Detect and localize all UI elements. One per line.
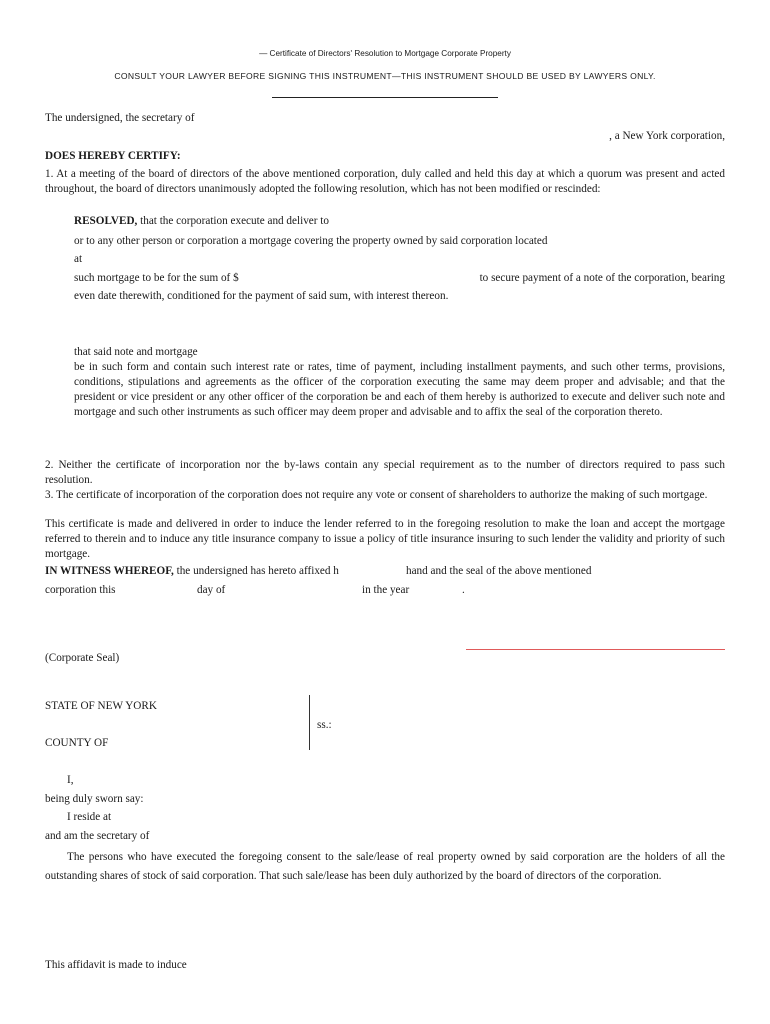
corporation-suffix: , a New York corporation, <box>609 130 725 142</box>
signature-line[interactable] <box>466 649 725 650</box>
state-label: STATE OF NEW YORK <box>45 700 157 712</box>
witness-line <box>45 564 339 579</box>
persons-executed-text: The persons who have executed the foregoing consent to the sale/lease of real property owned by said corporation are the holders of all the outstanding shares of stock of said corporation. That such sale/lease has been duly authorized by the board of directors of the corporation. <box>45 851 725 882</box>
at-label: at <box>74 253 83 265</box>
witness-label: IN WITNESS WHEREOF, <box>45 565 174 577</box>
item-1-text: 1. At a meeting of the board of directors of the above mentioned corporation, duly called and held this day at which a quorum was present and acted throughout, the board of directors unanimously adopted the following resolution, which has not been modified or rescinded: <box>45 168 725 195</box>
affidavit-induce-line: This affidavit is made to induce <box>45 959 187 971</box>
corporate-seal-label: (Corporate Seal) <box>45 652 120 664</box>
sum-prefix: such mortgage to be for the sum of $ <box>74 272 239 284</box>
affiant-i: I, <box>67 774 74 786</box>
ss-label: ss.: <box>317 719 332 731</box>
header-divider <box>272 97 498 98</box>
document-title: — Certificate of Directors' Resolution to Mortgage Corporate Property <box>259 49 511 58</box>
resolved-label: RESOLVED, <box>74 215 138 227</box>
secretary-of-line: and am the secretary of <box>45 830 150 842</box>
undersigned-line: The undersigned, the secretary of <box>45 112 195 124</box>
reside-at-line: I reside at <box>67 811 112 823</box>
county-label: COUNTY OF <box>45 737 109 749</box>
duly-sworn-line: being duly sworn say: <box>45 793 144 805</box>
certify-heading: DOES HEREBY CERTIFY: <box>45 150 181 162</box>
note-mortgage-line: that said note and mortgage <box>74 346 198 358</box>
day-of: day of <box>197 584 226 596</box>
even-date-line: even date therewith, conditioned for the payment of said sum, with interest thereon. <box>74 290 449 302</box>
form-terms-text: be in such form and contain such interest rate or rates, time of payment, including installment payments, and such other terms, provisions, conditions, stipulations and agreements as the officer of the corporation executing the same may deem proper and advisable; and that the president or vice president or any other officer of the corporation be and each of them hereby is authorized to execute and deliver such note and mortgage and such other instruments as such officer may deem proper and advisable and to affix the seal of the corporation thereto. <box>74 361 725 418</box>
year-period: . <box>462 584 465 596</box>
consult-lawyer-notice: CONSULT YOUR LAWYER BEFORE SIGNING THIS INSTRUMENT—THIS INSTRUMENT SHOULD BE USED BY LAWYERS ONLY. <box>114 71 656 81</box>
in-the-year: in the year <box>362 584 410 596</box>
sum-suffix: to secure payment of a note of the corporation, bearing <box>479 272 725 284</box>
corporation-this: corporation this <box>45 584 116 596</box>
other-person-line: or to any other person or corporation a mortgage covering the property owned by said corporation located <box>74 235 548 247</box>
item-3-text: 3. The certificate of incorporation of the corporation does not require any vote or consent of shareholders to authorize the making of such mortgage. <box>45 489 708 501</box>
item-2-text: 2. Neither the certificate of incorporation nor the by-laws contain any special requirement as to the number of directors required to pass such resolution. <box>45 459 725 486</box>
venue-bracket <box>309 695 310 750</box>
witness-text: the undersigned has hereto affixed h <box>173 565 339 577</box>
resolved-line <box>74 214 329 229</box>
resolved-text: that the corporation execute and deliver to <box>137 215 329 227</box>
witness-hand: hand and the seal of the above mentioned <box>406 565 592 577</box>
certificate-purpose-text: This certificate is made and delivered in order to induce the lender referred to in the foregoing resolution to make the loan and accept the mortgage referred to therein and to induce any title insurance company to issue a policy of title insurance insuring to such lender the validity and priority of such mortgage. <box>45 518 725 560</box>
